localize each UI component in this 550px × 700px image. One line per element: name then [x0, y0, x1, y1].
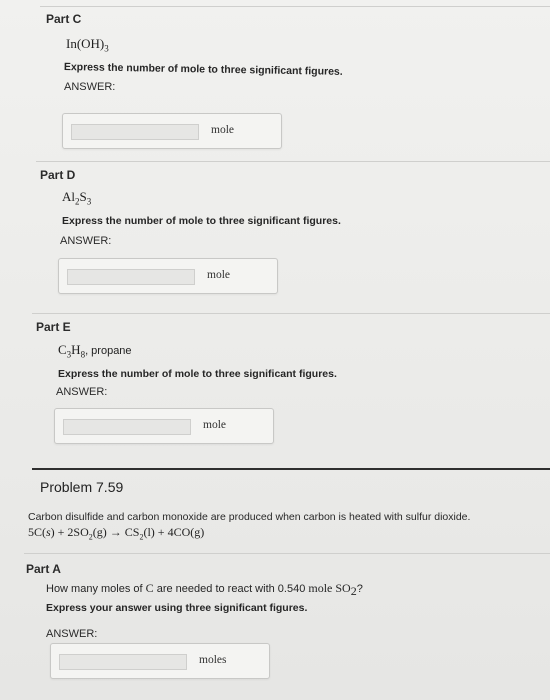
part-e-answer-input[interactable]: [63, 419, 191, 435]
question-text: How many moles of: [46, 583, 146, 595]
reaction-arrow: →: [106, 525, 125, 539]
state-symbol: s: [46, 525, 51, 539]
problem-title: Problem 7.59: [40, 479, 124, 495]
part-a-title: Part A: [26, 562, 61, 576]
question-unit: mole SO: [308, 581, 351, 595]
formula-subscript: 2: [139, 532, 144, 542]
product-co: 4CO(g): [167, 525, 205, 539]
formula-text: Al: [62, 189, 75, 204]
part-e-title: Part E: [36, 320, 71, 334]
formula-subscript: 3: [66, 349, 72, 360]
part-a-instruction: Express your answer using three significant figures.: [46, 602, 308, 614]
question-carbon: C: [145, 581, 154, 595]
part-c-unit: mole: [211, 124, 234, 136]
part-c-answer-box: [62, 113, 282, 149]
question-text: ?: [356, 583, 363, 595]
part-c-instruction: Express the number of mole to three significant figures.: [63, 61, 343, 78]
part-d-title: Part D: [40, 168, 76, 182]
divider: [32, 313, 550, 314]
formula-subscript: 2: [88, 532, 93, 542]
part-e-unit: mole: [203, 419, 226, 431]
formula-name: , propane: [85, 345, 132, 357]
part-a-answer-label: ANSWER:: [46, 628, 98, 640]
part-d-unit: mole: [207, 269, 230, 281]
reactant-carbon: 5C(: [28, 525, 46, 539]
formula-text: S: [79, 189, 87, 204]
question-text: are needed to react with 0.540: [153, 583, 309, 595]
part-d-formula: [62, 189, 91, 207]
problem-description: Carbon disulfide and carbon monoxide are produced when carbon is heated with sulfur dioxide.: [28, 511, 471, 523]
formula-text: C: [58, 342, 67, 357]
divider: [36, 161, 550, 162]
formula-subscript: 2: [350, 584, 357, 599]
part-c-formula: [66, 36, 109, 54]
formula-subscript: 2: [75, 196, 80, 207]
part-a-answer-box: [50, 643, 270, 679]
part-e-formula: [58, 342, 132, 360]
part-a-question: [46, 581, 363, 599]
formula-text: H: [71, 342, 81, 357]
state-symbol: (l): [143, 525, 155, 539]
formula-subscript: 3: [86, 196, 92, 207]
formula-subscript: 8: [80, 349, 86, 360]
state-symbol: (g): [92, 525, 107, 539]
reaction-equation: [28, 525, 204, 541]
formula-text: In(OH): [66, 36, 105, 51]
divider: [40, 6, 550, 7]
part-d-answer-input[interactable]: [67, 269, 195, 285]
part-e-instruction: Express the number of mole to three significant figures.: [58, 368, 337, 380]
part-c-title: Part C: [46, 12, 82, 26]
part-c-answer-input[interactable]: [71, 124, 199, 140]
part-a-answer-input[interactable]: [59, 654, 187, 670]
product-cs2: CS: [124, 525, 140, 539]
reactant-so2: ) + 2SO: [50, 525, 89, 539]
formula-subscript: 3: [104, 43, 109, 54]
divider: [24, 553, 550, 554]
part-e-answer-box: [54, 408, 274, 444]
part-d-answer-label: ANSWER:: [60, 235, 112, 247]
part-d-answer-box: [58, 258, 278, 294]
part-c-answer-label: ANSWER:: [64, 81, 116, 93]
problem-divider: [32, 468, 550, 470]
part-a-unit: moles: [199, 654, 227, 666]
part-d-instruction: Express the number of mole to three significant figures.: [62, 215, 341, 227]
part-e-answer-label: ANSWER:: [56, 386, 108, 398]
plus-sign: +: [154, 525, 168, 539]
